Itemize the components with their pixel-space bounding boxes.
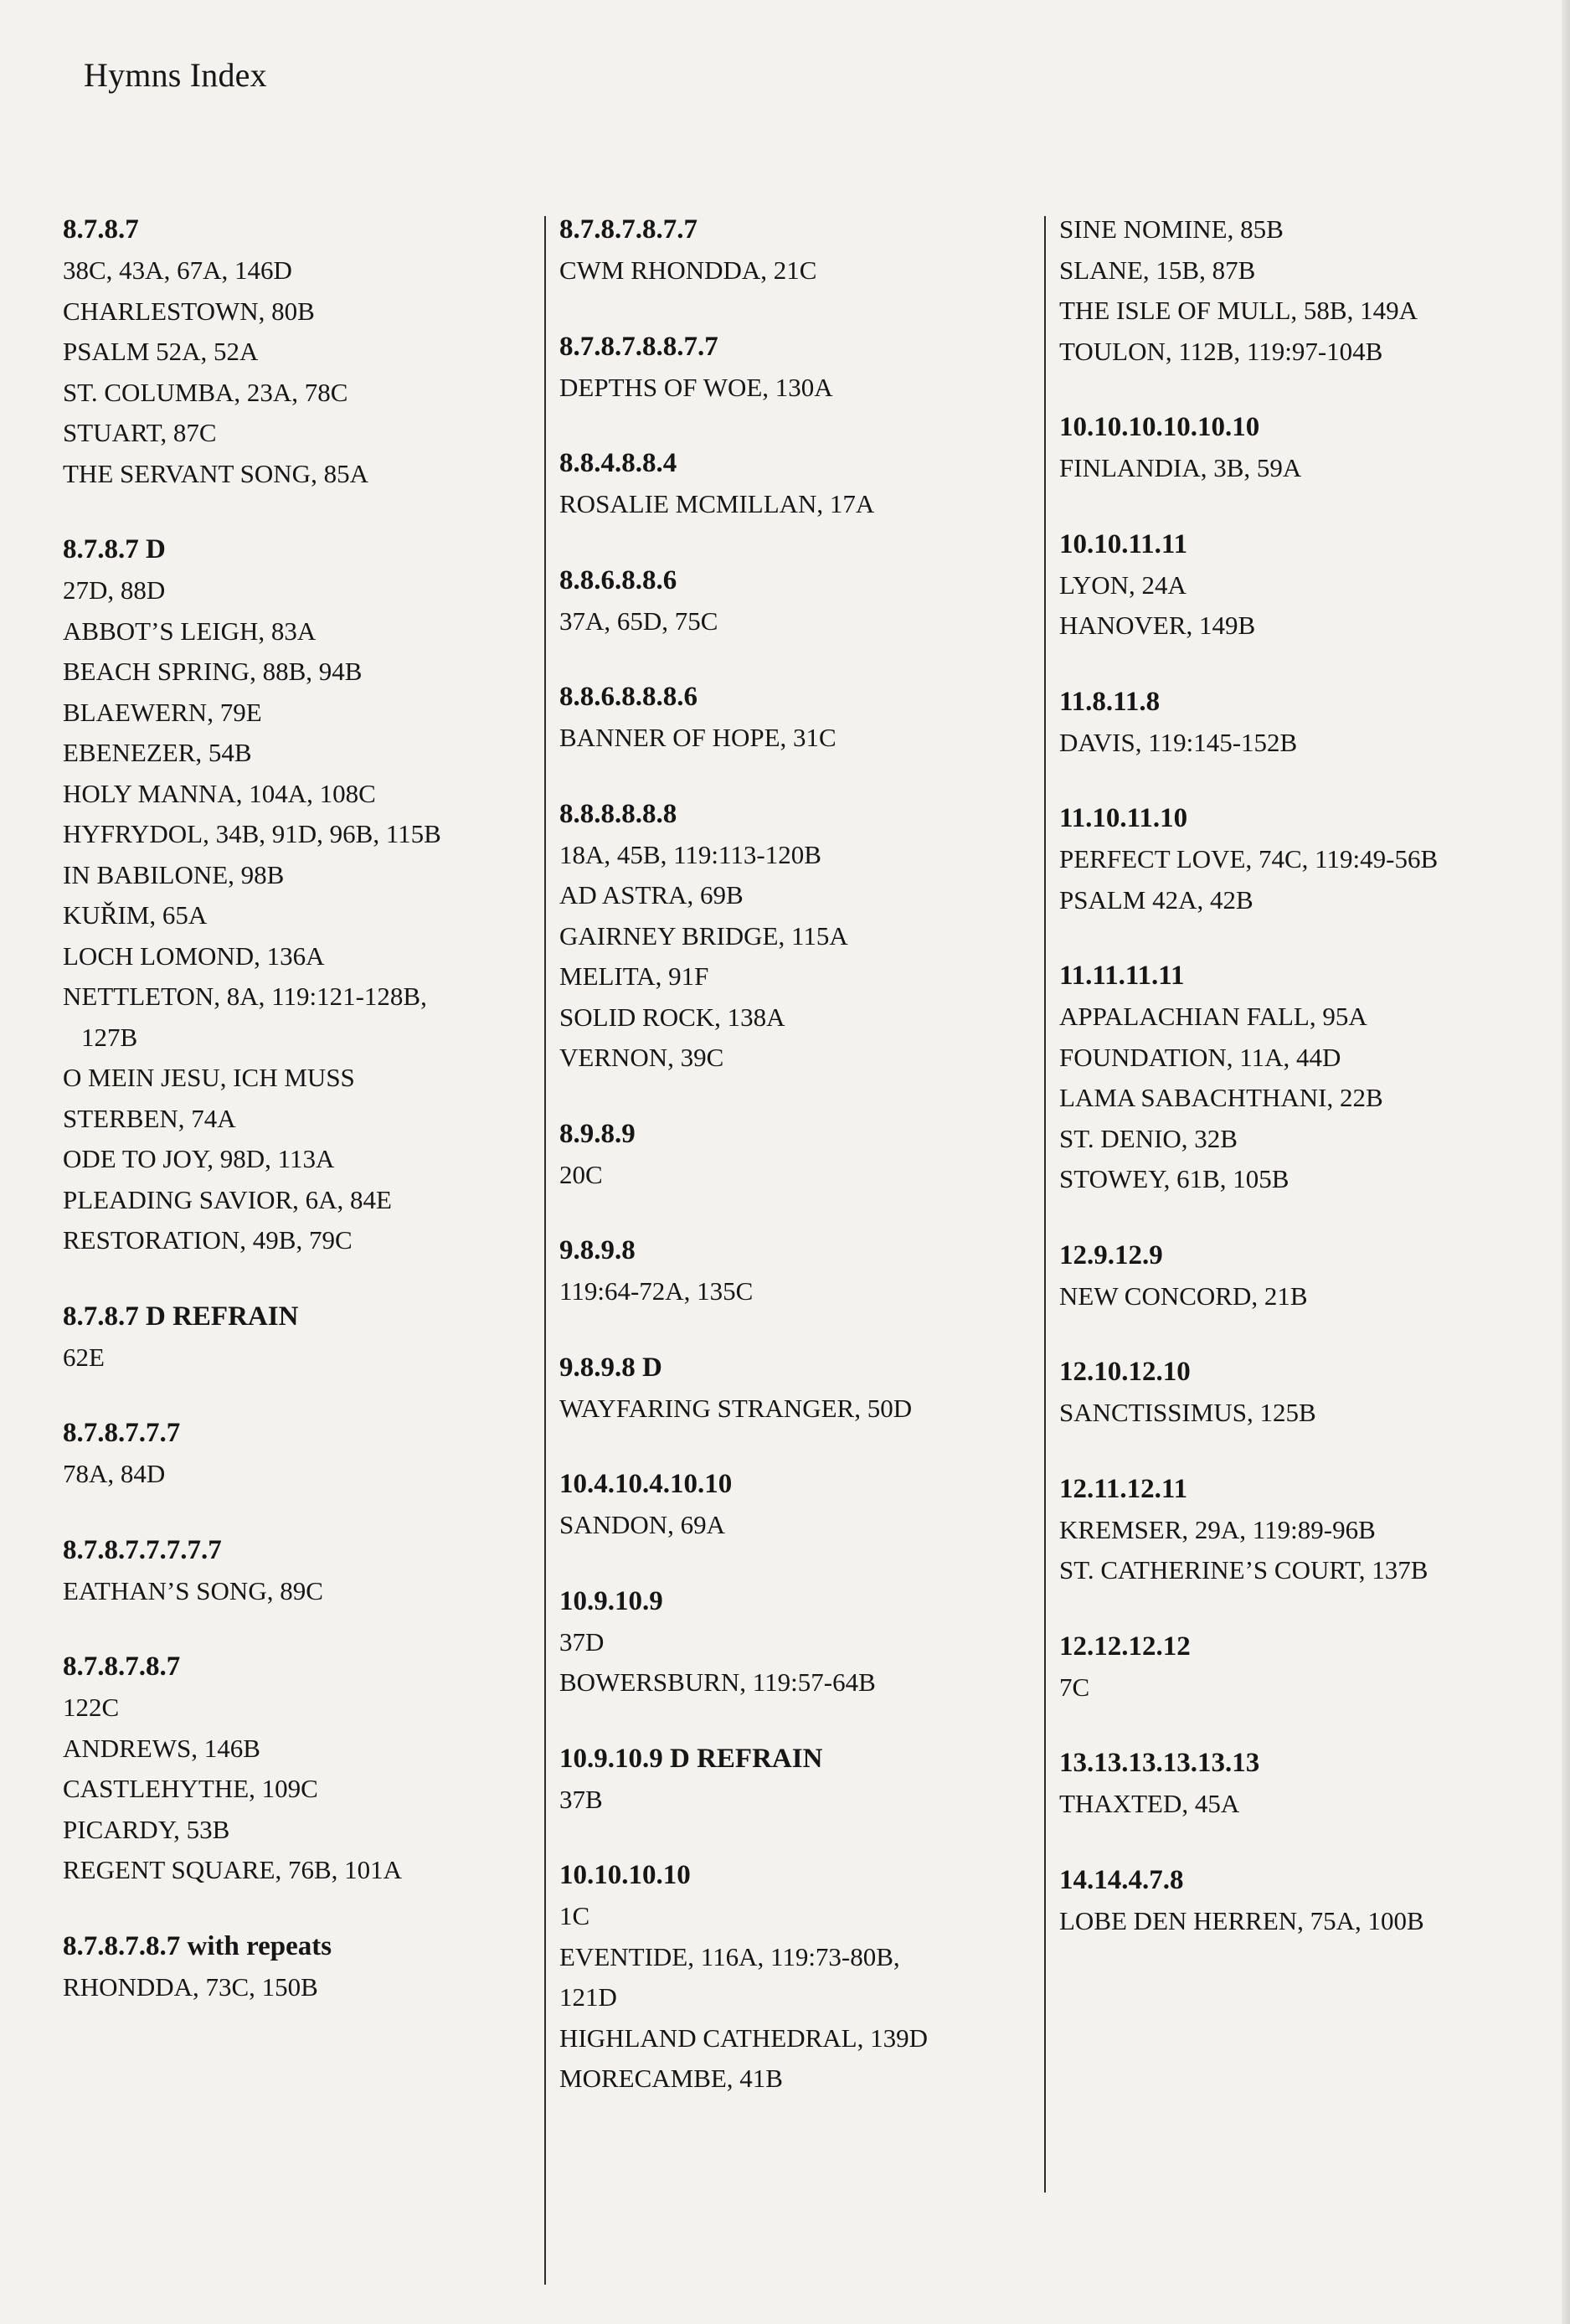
meter-heading: 14.14.4.7.8 [1059, 1864, 1184, 1895]
hymn-entry: MELITA, 91F [559, 961, 709, 991]
meter-section [559, 1230, 1028, 1312]
hymn-entry: LYON, 24A [1059, 569, 1187, 600]
hymn-entry: KUŘIM, 65A [63, 900, 208, 930]
meter-section [559, 1464, 1028, 1546]
meter-section [1059, 1860, 1528, 1942]
hymn-entry: SANDON, 69A [559, 1510, 726, 1539]
hymn-entry: THAXTED, 45A [1059, 1789, 1240, 1818]
hymn-entry: BOWERSBURN, 119:57-64B [559, 1667, 876, 1697]
meter-section [1059, 1352, 1528, 1434]
meter-heading: 12.10.12.10 [1059, 1357, 1191, 1387]
hymn-entry: HYFRYDOL, 34B, 91D, 96B, 115B [63, 819, 441, 848]
meter-heading: 8.8.6.8.8.8.6 [559, 682, 697, 712]
meter-heading: 9.8.9.8 D [559, 1352, 662, 1383]
meter-section [1059, 524, 1528, 647]
meter-section [63, 1530, 532, 1612]
meter-section [63, 1296, 532, 1378]
hymn-entry: SOLID ROCK, 138A [559, 1002, 785, 1032]
hymn-entry: SANCTISSIMUS, 125B [1059, 1398, 1316, 1427]
hymn-entry: 37D [559, 1626, 605, 1657]
meter-section [1059, 798, 1528, 920]
hymn-entry: 18A, 45B, 119:113-120B [559, 839, 821, 869]
hymn-entry: EATHAN’S SONG, 89C [63, 1575, 323, 1605]
hymn-entry: 127B [81, 1022, 138, 1052]
hymn-entry: CWM RHONDDA, 21C [559, 255, 817, 285]
hymn-entry: 119:64-72A, 135C [559, 1276, 754, 1306]
hymn-entry: MORECAMBE, 41B [559, 2064, 783, 2093]
meter-heading: 12.11.12.11 [1059, 1473, 1188, 1504]
meter-heading: 11.10.11.10 [1059, 803, 1188, 833]
hymn-entry: VERNON, 39C [559, 1043, 724, 1072]
hymn-entry: 62E [63, 1342, 105, 1372]
hymn-entry: 38C, 43A, 67A, 146D [63, 255, 292, 285]
meter-heading: 11.11.11.11 [1059, 961, 1185, 991]
hymn-entry: ODE TO JOY, 98D, 113A [63, 1144, 335, 1173]
hymn-entry: ST. CATHERINE’S COURT, 137B [1059, 1555, 1428, 1585]
hymn-entry: HANOVER, 149B [1059, 611, 1256, 640]
hymn-entry: SLANE, 15B, 87B [1059, 255, 1256, 285]
hymn-entry: STOWEY, 61B, 105B [1059, 1164, 1289, 1193]
hymn-entry: ROSALIE MCMILLAN, 17A [559, 489, 875, 518]
hymn-entry: PERFECT LOVE, 74C, 119:49-56B [1059, 844, 1439, 873]
hymn-entry: 121D [559, 1982, 617, 2012]
hymn-entry: NETTLETON, 8A, 119:121-128B, [63, 982, 427, 1011]
hymn-entry: O MEIN JESU, ICH MUSS [63, 1063, 355, 1092]
hymn-entry: PLEADING SAVIOR, 6A, 84E [63, 1184, 392, 1214]
meter-section [559, 794, 1028, 1079]
meter-section [559, 327, 1028, 409]
meter-section [1059, 1626, 1528, 1708]
hymn-entry: 27D, 88D [63, 575, 166, 605]
hymn-entry: FINLANDIA, 3B, 59A [1059, 453, 1302, 482]
hymn-entry: BLAEWERN, 79E [63, 697, 262, 727]
meter-heading: 8.9.8.9 [559, 1118, 636, 1149]
hymn-entry: IN BABILONE, 98B [63, 859, 285, 889]
hymn-entry: 122C [63, 1693, 120, 1722]
hymn-entry: THE ISLE OF MULL, 58B, 149A [1059, 296, 1418, 325]
meter-heading: 10.9.10.9 D REFRAIN [559, 1743, 823, 1774]
meter-heading: 8.7.8.7 [63, 214, 139, 245]
hymn-entry: 1C [559, 1901, 590, 1930]
meter-heading: 12.12.12.12 [1059, 1631, 1191, 1662]
hymn-entry: PICARDY, 53B [63, 1814, 230, 1844]
hymn-entry: ANDREWS, 146B [63, 1733, 260, 1763]
hymn-entry: 37A, 65D, 75C [559, 605, 718, 636]
hymn-entry: HIGHLAND CATHEDRAL, 139D [559, 2023, 928, 2053]
meter-section [559, 1114, 1028, 1196]
meter-heading: 8.7.8.7.8.7.7 [559, 214, 697, 245]
hymn-entry: DAVIS, 119:145-152B [1059, 727, 1298, 757]
hymn-entry: 37B [559, 1784, 603, 1814]
hymn-entry: AD ASTRA, 69B [559, 880, 744, 910]
hymn-entry: STERBEN, 74A [63, 1103, 236, 1133]
hymn-entry: EVENTIDE, 116A, 119:73-80B, [559, 1941, 900, 1971]
meter-heading: 8.7.8.7.8.7 [63, 1652, 181, 1682]
meter-heading: 8.8.4.8.8.4 [559, 448, 677, 478]
meter-section [559, 1739, 1028, 1821]
hymn-entry: PSALM 42A, 42B [1059, 884, 1253, 915]
meter-heading: 10.10.11.11 [1059, 528, 1188, 559]
hymn-entry: BEACH SPRING, 88B, 94B [63, 657, 363, 686]
hymn-entry: NEW CONCORD, 21B [1059, 1281, 1308, 1311]
meter-heading: 8.7.8.7.7.7 [63, 1418, 181, 1448]
meter-section [1059, 956, 1528, 1200]
meter-heading: 10.4.10.4.10.10 [559, 1469, 733, 1499]
meter-heading: 8.7.8.7 D [63, 534, 166, 564]
meter-heading: 8.7.8.7.8.8.7.7 [559, 331, 718, 362]
hymn-entry: REGENT SQUARE, 76B, 101A [63, 1855, 403, 1884]
column-divider [1044, 216, 1046, 2193]
meter-section [559, 443, 1028, 525]
meter-section [1059, 1235, 1528, 1317]
hymn-entry: STUART, 87C [63, 418, 217, 447]
meter-heading: 8.7.8.7.8.7 with repeats [63, 1930, 332, 1961]
hymn-entry: 7C [1059, 1672, 1090, 1702]
hymn-entry: EBENEZER, 54B [63, 738, 252, 767]
meter-section [63, 1926, 532, 2008]
meter-section [1059, 407, 1528, 489]
hymn-entry: TOULON, 112B, 119:97-104B [1059, 336, 1383, 366]
hymn-entry: APPALACHIAN FALL, 95A [1059, 1002, 1367, 1031]
meter-heading: 11.8.11.8 [1059, 686, 1161, 717]
meter-heading: 8.8.8.8.8.8 [559, 798, 677, 829]
meter-section [559, 1581, 1028, 1703]
meter-heading: 9.8.9.8 [559, 1235, 636, 1265]
meter-section [559, 1855, 1028, 2100]
meter-heading: 8.8.6.8.8.6 [559, 564, 677, 595]
hymn-entry: FOUNDATION, 11A, 44D [1059, 1042, 1341, 1072]
hymn-entry: KREMSER, 29A, 119:89-96B [1059, 1514, 1376, 1544]
meter-section [559, 560, 1028, 642]
hymn-entry: CASTLEHYTHE, 109C [63, 1774, 318, 1803]
meter-section [63, 529, 532, 1261]
hymn-entry: 78A, 84D [63, 1459, 166, 1488]
meter-section [1059, 209, 1528, 372]
meter-heading: 12.9.12.9 [1059, 1239, 1163, 1270]
hymn-entry: CHARLESTOWN, 80B [63, 296, 315, 326]
hymn-entry: ABBOT’S LEIGH, 83A [63, 616, 317, 646]
hymn-entry: PSALM 52A, 52A [63, 337, 259, 366]
meter-heading: 13.13.13.13.13.13 [1059, 1748, 1260, 1778]
hymn-entry: ST. DENIO, 32B [1059, 1123, 1238, 1153]
hymn-entry: SINE NOMINE, 85B [1059, 214, 1284, 244]
index-column-2 [559, 209, 1028, 2135]
page-title: Hymns Index [84, 56, 267, 94]
hymn-entry: RESTORATION, 49B, 79C [63, 1225, 353, 1255]
meter-section [1059, 1743, 1528, 1825]
hymn-entry: RHONDDA, 73C, 150B [63, 1971, 318, 2002]
column-divider [544, 216, 546, 2285]
hymn-entry: 20C [559, 1159, 603, 1189]
meter-section [1059, 682, 1528, 764]
page-edge-shadow [1562, 0, 1570, 2324]
meter-section [63, 209, 532, 494]
meter-section [559, 209, 1028, 291]
meter-heading: 10.9.10.9 [559, 1585, 663, 1616]
hymn-entry: BANNER OF HOPE, 31C [559, 723, 836, 752]
hymn-entry: LAMA SABACHTHANI, 22B [1059, 1083, 1383, 1112]
meter-section [559, 677, 1028, 759]
hymn-entry: THE SERVANT SONG, 85A [63, 458, 368, 488]
hymn-entry: LOBE DEN HERREN, 75A, 100B [1059, 1905, 1424, 1935]
hymn-entry: LOCH LOMOND, 136A [63, 940, 325, 971]
index-column-3 [1059, 209, 1528, 1976]
hymn-entry: ST. COLUMBA, 23A, 78C [63, 377, 348, 407]
meter-heading: 10.10.10.10 [559, 1860, 691, 1890]
meter-heading: 8.7.8.7.7.7.7.7 [63, 1534, 222, 1565]
hymn-entry: HOLY MANNA, 104A, 108C [63, 778, 376, 808]
meter-heading: 10.10.10.10.10.10 [1059, 412, 1260, 442]
meter-section [63, 1413, 532, 1495]
meter-section [559, 1348, 1028, 1430]
hymn-entry: WAYFARING STRANGER, 50D [559, 1393, 913, 1423]
meter-section [1059, 1469, 1528, 1591]
meter-section [63, 1646, 532, 1891]
hymn-entry: DEPTHS OF WOE, 130A [559, 372, 833, 402]
meter-heading: 8.7.8.7 D REFRAIN [63, 1301, 299, 1332]
hymn-entry: GAIRNEY BRIDGE, 115A [559, 920, 848, 951]
index-column-1 [63, 209, 532, 2043]
